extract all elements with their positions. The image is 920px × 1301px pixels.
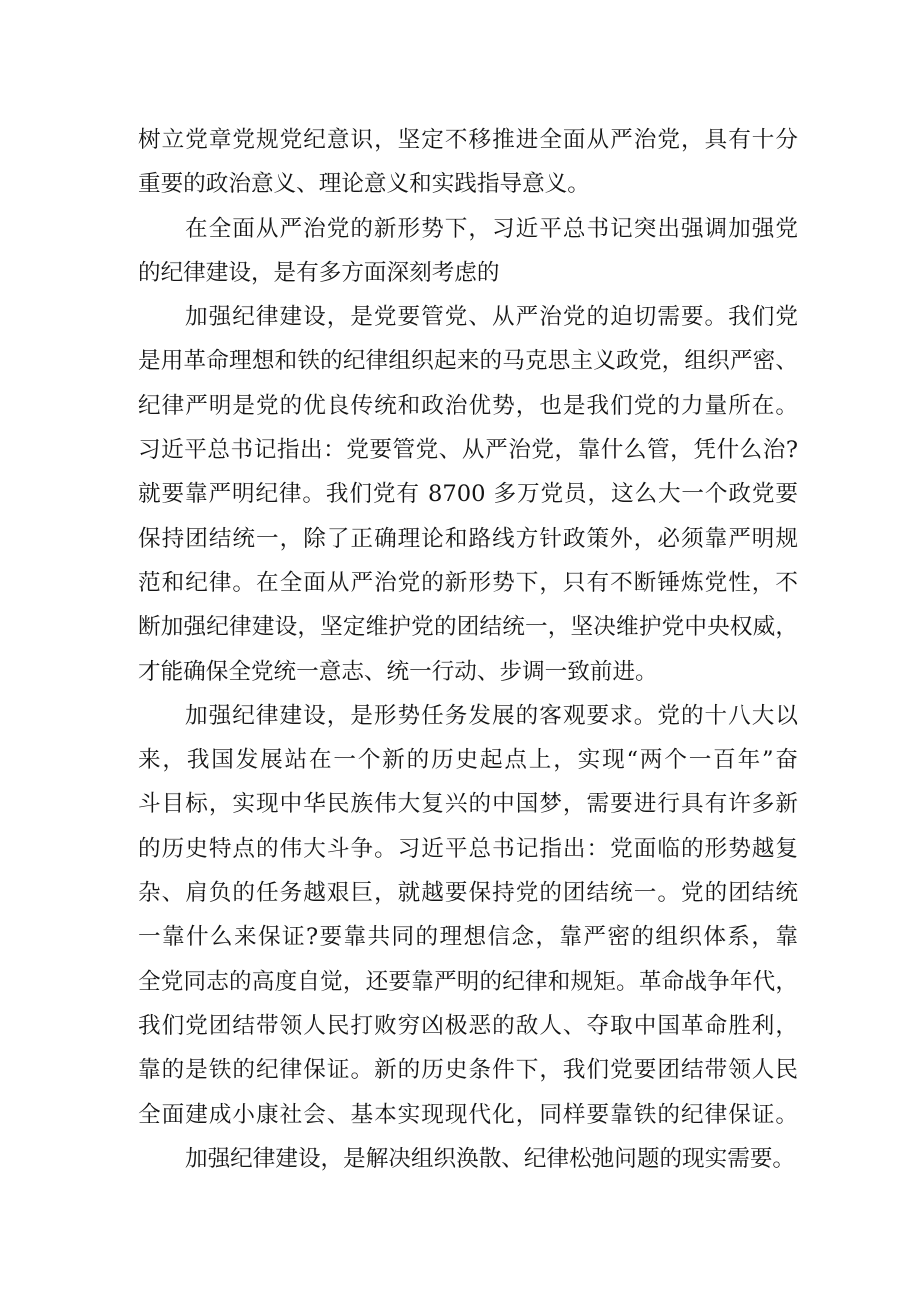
text-line-22: 靠的是铁的纪律保证。新的历史条件下，我们党要团结带领人民 (138, 1057, 798, 1084)
text-line-10: 保持团结统一，除了正确理论和路线方针政策外，必须靠严明规 (138, 525, 798, 552)
text-line-6: 是用革命理想和铁的纪律组织起来的马克思主义政党，组织严密、 (138, 348, 798, 375)
text-line-20: 全党同志的高度自觉，还要靠严明的纪律和规矩。革命战争年代， (138, 968, 798, 995)
text-line-16: 斗目标，实现中华民族伟大复兴的中国梦，需要进行具有许多新 (138, 791, 798, 818)
document-body (138, 118, 798, 1181)
text-line-13: 才能确保全党统一意志、统一行动、步调一致前进。 (138, 658, 658, 685)
text-line-21: 我们党团结带领人民打败穷凶极恶的敌人、夺取中国革命胜利， (138, 1012, 798, 1039)
text-line-15: 来，我国发展站在一个新的历史起点上，实现“两个一百年”奋 (138, 747, 798, 774)
text-line-14: 加强纪律建设，是形势任务发展的客观要求。党的十八大以 (185, 702, 798, 729)
text-line-24: 加强纪律建设，是解决组织涣散、纪律松弛问题的现实需要。 (185, 1145, 796, 1172)
text-line-9: 就要靠严明纪律。我们党有 8700 多万党员，这么大一个政党要 (138, 481, 798, 508)
text-line-3: 在全面从严治党的新形势下，习近平总书记突出强调加强党 (185, 215, 798, 242)
text-line-23: 全面建成小康社会、基本实现现代化，同样要靠铁的纪律保证。 (138, 1101, 798, 1128)
text-line-2: 重要的政治意义、理论意义和实践指导意义。 (138, 171, 590, 198)
text-line-5: 加强纪律建设，是党要管党、从严治党的迫切需要。我们党 (185, 304, 798, 331)
text-line-1: 树立党章党规党纪意识，坚定不移推进全面从严治党，具有十分 (138, 127, 798, 153)
text-line-17: 的历史特点的伟大斗争。习近平总书记指出：党面临的形势越复 (138, 835, 798, 862)
text-line-19: 一靠什么来保证?要靠共同的理想信念，靠严密的组织体系，靠 (138, 924, 798, 951)
text-line-11: 范和纪律。在全面从严治党的新形势下，只有不断锤炼党性，不 (138, 569, 798, 596)
text-line-18: 杂、肩负的任务越艰巨，就越要保持党的团结统一。党的团结统 (138, 880, 798, 907)
text-line-7: 纪律严明是党的优良传统和政治优势，也是我们党的力量所在。 (138, 392, 798, 419)
text-line-8: 习近平总书记指出：党要管党、从严治党，靠什么管，凭什么治? (138, 437, 798, 464)
text-line-4: 的纪律建设，是有多方面深刻考虑的 (138, 259, 500, 286)
text-line-12: 断加强纪律建设，坚定维护党的团结统一，坚决维护党中央权威， (138, 614, 798, 641)
